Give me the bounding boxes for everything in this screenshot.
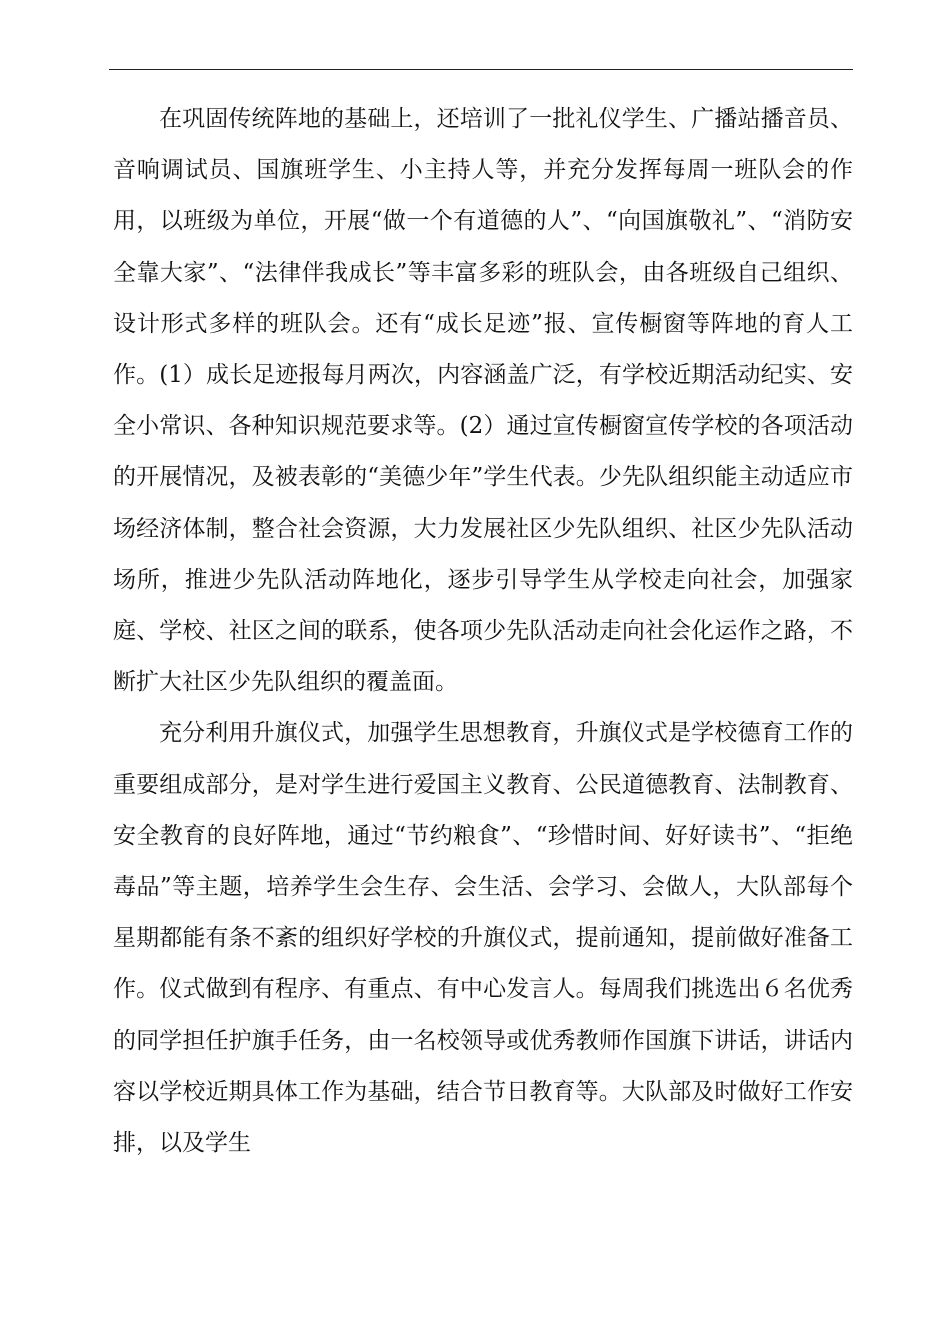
paragraph-1: 在巩固传统阵地的基础上，还培训了一批礼仪学生、广播站播音员、音响调试员、国旗班学生、小主持人等，并充分发挥每周一班队会的作用，以班级为单位，开展“做一个有道德的人”、“向国旗敬礼”、“消防安全靠大家”、“法律伴我成长”等丰富多彩的班队会，由各班级自己组织、设计形式多样的班队会。还有“成长足迹”报、宣传橱窗等阵地的育人工作。(1）成长足迹报每月两次，内容涵盖广泛，有学校近期活动纪实、安全小常识、各种知识规范要求等。(2）通过宣传橱窗宣传学校的各项活动的开展情况，及被表彰的“美德少年”学生代表。少先队组织能主动适应市场经济体制，整合社会资源，大力发展社区少先队组织、社区少先队活动场所，推进少先队活动阵地化，逐步引导学生从学校走向社会，加强家庭、学校、社区之间的联系，使各项少先队活动走向社会化运作之路，不断扩大社区少先队组织的覆盖面。 (113, 106, 853, 696)
body-text (113, 94, 853, 1169)
paragraph-2: 充分利用升旗仪式，加强学生思想教育，升旗仪式是学校德育工作的重要组成部分，是对学生进行爱国主义教育、公民道德教育、法制教育、安全教育的良好阵地，通过“节约粮食”、“珍惜时间、好好读书”、“拒绝毒品”等主题，培养学生会生存、会生活、会学习、会做人，大队部每个星期都能有条不紊的组织好学校的升旗仪式，提前通知，提前做好准备工作。仪式做到有程序、有重点、有中心发言人。每周我们挑选出６名优秀的同学担任护旗手任务，由一名校领导或优秀教师作国旗下讲话，讲话内容以学校近期具体工作为基础，结合节日教育等。大队部及时做好工作安排，以及学生 (113, 720, 853, 1157)
header-rule (109, 69, 853, 70)
